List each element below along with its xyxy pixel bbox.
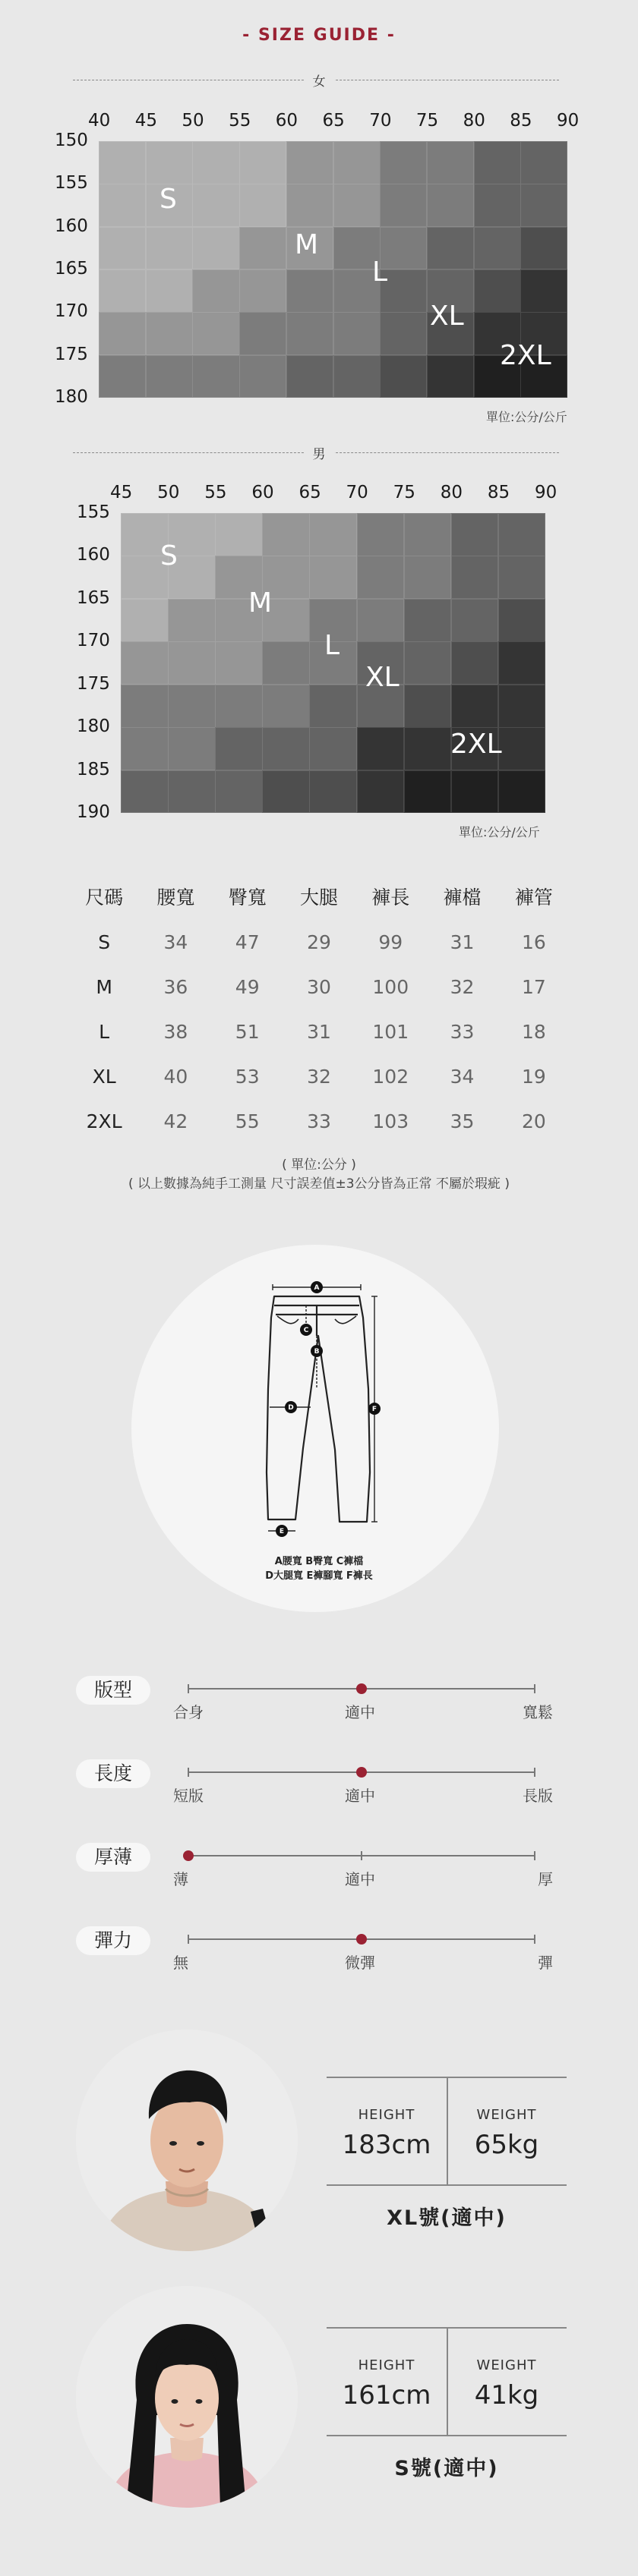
measurement-cell: 40 bbox=[163, 1066, 188, 1088]
grid-cell bbox=[99, 141, 146, 184]
female-model-stats bbox=[327, 2327, 567, 2480]
grid-cell bbox=[309, 685, 357, 728]
grid-cell bbox=[239, 227, 286, 270]
table-row bbox=[68, 1099, 570, 1144]
table-row bbox=[68, 1009, 570, 1054]
grid-cell bbox=[451, 513, 499, 556]
measurement-cell: 103 bbox=[372, 1110, 409, 1132]
fit-indicator bbox=[356, 1934, 367, 1945]
measurement-cell: 42 bbox=[163, 1110, 188, 1132]
weight-tick: 45 bbox=[134, 111, 157, 131]
grid-cell bbox=[427, 227, 474, 270]
weight-value: 41kg bbox=[474, 2380, 539, 2411]
grid-cell bbox=[474, 184, 521, 227]
grid-cell bbox=[168, 770, 216, 814]
grid-cell bbox=[168, 599, 216, 642]
page-title: - SIZE GUIDE - bbox=[242, 26, 396, 45]
grid-cell bbox=[404, 685, 452, 728]
size-zone-label: L bbox=[324, 630, 340, 661]
grid-cell bbox=[146, 355, 193, 398]
grid-cell bbox=[146, 269, 193, 313]
measurement-cell: 31 bbox=[307, 1021, 331, 1043]
pants-legend-line1: A腰寬 B臀寬 C褲檔 bbox=[274, 1556, 364, 1567]
grid-cell bbox=[309, 770, 357, 814]
grid-cell bbox=[192, 269, 239, 313]
men-unit: 單位:公分/公斤 bbox=[459, 825, 540, 839]
grid-cell bbox=[309, 727, 357, 770]
height-tick: 180 bbox=[55, 387, 88, 407]
grid-cell bbox=[99, 312, 146, 355]
measurement-cell: 36 bbox=[163, 976, 188, 998]
fit-indicator bbox=[183, 1850, 194, 1861]
height-tick: 175 bbox=[77, 673, 110, 694]
size-worn: XL號(適中) bbox=[387, 2206, 507, 2230]
grid-cell bbox=[286, 312, 333, 355]
disclaimer-note: ( 以上數據為純手工測量 尺寸誤差值±3公分皆為正常 不屬於瑕疵 ) bbox=[128, 1176, 510, 1192]
fit-mid-label: 適中 bbox=[345, 1787, 375, 1805]
weight-value: 65kg bbox=[474, 2130, 539, 2160]
grid-cell bbox=[498, 641, 546, 685]
height-tick: 185 bbox=[77, 759, 110, 779]
size-cell: XL bbox=[92, 1066, 116, 1088]
grid-cell bbox=[262, 727, 310, 770]
measurement-cell: 34 bbox=[450, 1066, 475, 1088]
measurement-cell: 53 bbox=[235, 1066, 260, 1088]
size-zone-label: L bbox=[372, 257, 388, 288]
col-header: 腰寬 bbox=[156, 886, 195, 909]
grid-cell bbox=[99, 227, 146, 270]
fit-tick bbox=[188, 1935, 189, 1944]
grid-cell bbox=[309, 556, 357, 599]
height-label: HEIGHT bbox=[358, 2107, 415, 2123]
grid-cell bbox=[498, 727, 546, 770]
fit-tick bbox=[188, 1684, 189, 1693]
measurement-cell: 16 bbox=[521, 931, 546, 953]
col-header: 臀寬 bbox=[228, 886, 267, 909]
height-tick: 190 bbox=[77, 802, 110, 822]
grid-cell bbox=[192, 141, 239, 184]
fit-category-badge: 厚薄 bbox=[76, 1843, 150, 1872]
weight-tick: 60 bbox=[275, 111, 298, 131]
weight-tick: 55 bbox=[204, 483, 227, 502]
size-zone-label: M bbox=[295, 229, 319, 260]
size-zone-label: XL bbox=[365, 662, 400, 693]
measurement-cell: 19 bbox=[521, 1066, 546, 1088]
fit-left-label: 合身 bbox=[173, 1703, 204, 1721]
measurement-cell: 17 bbox=[521, 976, 546, 998]
fit-mid-label: 適中 bbox=[345, 1703, 375, 1721]
grid-cell bbox=[404, 727, 452, 770]
weight-tick: 45 bbox=[110, 483, 133, 502]
unit-note: ( 單位:公分 ) bbox=[282, 1157, 356, 1173]
grid-cell bbox=[262, 770, 310, 814]
measurement-cell: 35 bbox=[450, 1110, 475, 1132]
grid-cell bbox=[380, 312, 427, 355]
size-zone-label: S bbox=[160, 184, 177, 215]
male-model-photo bbox=[76, 2030, 298, 2251]
grid-cell bbox=[404, 513, 452, 556]
fit-tick bbox=[534, 1684, 535, 1693]
grid-cell bbox=[192, 312, 239, 355]
weight-label: WEIGHT bbox=[476, 2357, 537, 2373]
table-header-row bbox=[68, 873, 570, 920]
size-zone-label: M bbox=[248, 587, 273, 619]
marker-f: F bbox=[371, 1406, 377, 1413]
fit-right-label: 厚 bbox=[538, 1870, 553, 1888]
fit-category-badge: 長度 bbox=[76, 1759, 150, 1788]
fit-right-label: 彈 bbox=[538, 1954, 553, 1972]
grid-cell bbox=[451, 770, 499, 814]
size-zone-label: S bbox=[160, 540, 178, 572]
grid-cell bbox=[121, 599, 169, 642]
grid-cell bbox=[215, 685, 263, 728]
weight-tick: 70 bbox=[369, 111, 392, 131]
fit-indicator bbox=[356, 1683, 367, 1694]
height-value: 183cm bbox=[342, 2130, 431, 2160]
grid-cell bbox=[520, 184, 567, 227]
grid-cell bbox=[262, 641, 310, 685]
measurement-cell: 34 bbox=[163, 931, 188, 953]
fit-tick bbox=[534, 1935, 535, 1944]
height-label: HEIGHT bbox=[358, 2357, 415, 2373]
grid-cell bbox=[192, 184, 239, 227]
grid-cell bbox=[380, 355, 427, 398]
grid-cell bbox=[239, 269, 286, 313]
weight-label: WEIGHT bbox=[476, 2107, 537, 2123]
marker-c: C bbox=[303, 1327, 309, 1334]
height-tick: 165 bbox=[77, 587, 110, 608]
men-size-grid bbox=[121, 513, 545, 813]
weight-tick: 85 bbox=[510, 111, 532, 131]
height-tick: 160 bbox=[77, 545, 110, 565]
measurement-cell: 102 bbox=[372, 1066, 409, 1088]
measurement-cell: 30 bbox=[307, 976, 331, 998]
grid-cell bbox=[121, 641, 169, 685]
col-header: 褲長 bbox=[371, 886, 410, 909]
grid-cell bbox=[357, 513, 405, 556]
height-tick: 165 bbox=[55, 259, 88, 279]
grid-cell bbox=[215, 513, 263, 556]
grid-cell bbox=[333, 184, 381, 227]
weight-tick: 65 bbox=[322, 111, 345, 131]
grid-cell bbox=[239, 184, 286, 227]
fit-mid-label: 適中 bbox=[345, 1870, 375, 1888]
grid-cell bbox=[357, 770, 405, 814]
grid-cell bbox=[357, 599, 405, 642]
weight-tick: 90 bbox=[535, 483, 557, 502]
grid-cell bbox=[121, 770, 169, 814]
size-cell: M bbox=[96, 976, 112, 998]
grid-cell bbox=[451, 556, 499, 599]
fit-tick bbox=[534, 1851, 535, 1860]
grid-cell bbox=[99, 355, 146, 398]
weight-tick: 50 bbox=[157, 483, 180, 502]
weight-tick: 55 bbox=[229, 111, 251, 131]
weight-tick: 85 bbox=[487, 483, 510, 502]
height-value: 161cm bbox=[342, 2380, 431, 2411]
size-zone-label: 2XL bbox=[500, 340, 551, 371]
grid-cell bbox=[357, 556, 405, 599]
grid-cell bbox=[333, 312, 381, 355]
weight-tick: 60 bbox=[251, 483, 274, 502]
grid-cell bbox=[498, 513, 546, 556]
measurement-cell: 18 bbox=[521, 1021, 546, 1043]
measurement-cell: 49 bbox=[235, 976, 260, 998]
grid-cell bbox=[286, 355, 333, 398]
grid-cell bbox=[498, 685, 546, 728]
grid-cell bbox=[520, 141, 567, 184]
grid-cell bbox=[286, 141, 333, 184]
grid-cell bbox=[99, 184, 146, 227]
grid-cell bbox=[451, 685, 499, 728]
fit-tick bbox=[188, 1768, 189, 1777]
size-cell: L bbox=[99, 1021, 110, 1043]
grid-cell bbox=[333, 141, 381, 184]
measurement-cell: 100 bbox=[372, 976, 409, 998]
measurement-cell: 33 bbox=[450, 1021, 475, 1043]
weight-tick: 80 bbox=[440, 483, 463, 502]
height-tick: 180 bbox=[77, 716, 110, 737]
height-tick: 160 bbox=[55, 216, 88, 236]
fit-category-badge: 彈力 bbox=[76, 1926, 150, 1955]
grid-cell bbox=[427, 355, 474, 398]
col-header: 大腿 bbox=[299, 886, 338, 909]
height-tick: 155 bbox=[77, 502, 110, 522]
col-header: 褲檔 bbox=[443, 886, 482, 909]
measurement-cell: 20 bbox=[521, 1110, 546, 1132]
measurement-cell: 32 bbox=[450, 976, 475, 998]
measurement-cell: 31 bbox=[450, 931, 475, 953]
grid-cell bbox=[239, 312, 286, 355]
weight-tick: 65 bbox=[298, 483, 321, 502]
measurement-cell: 47 bbox=[235, 931, 260, 953]
grid-cell bbox=[451, 599, 499, 642]
height-tick: 150 bbox=[55, 131, 88, 150]
grid-cell bbox=[146, 312, 193, 355]
grid-cell bbox=[474, 227, 521, 270]
grid-cell bbox=[121, 727, 169, 770]
height-tick: 175 bbox=[55, 344, 88, 364]
fit-indicator bbox=[356, 1767, 367, 1778]
grid-cell bbox=[215, 727, 263, 770]
fit-left-label: 短版 bbox=[173, 1787, 204, 1805]
women-size-grid bbox=[99, 141, 567, 398]
measurement-cell: 51 bbox=[235, 1021, 260, 1043]
grid-cell bbox=[262, 685, 310, 728]
grid-cell bbox=[215, 641, 263, 685]
grid-cell bbox=[498, 599, 546, 642]
grid-cell bbox=[146, 227, 193, 270]
weight-tick: 75 bbox=[393, 483, 415, 502]
fit-right-label: 長版 bbox=[523, 1787, 553, 1805]
height-tick: 170 bbox=[55, 301, 88, 322]
measurement-cell: 33 bbox=[307, 1110, 331, 1132]
grid-cell bbox=[215, 770, 263, 814]
col-header: 尺碼 bbox=[85, 886, 124, 909]
grid-cell bbox=[192, 227, 239, 270]
grid-cell bbox=[498, 770, 546, 814]
grid-cell bbox=[239, 141, 286, 184]
weight-tick: 40 bbox=[88, 111, 111, 131]
size-zone-label: XL bbox=[430, 301, 464, 332]
grid-cell bbox=[520, 227, 567, 270]
measurement-cell: 29 bbox=[307, 931, 331, 953]
marker-b: B bbox=[314, 1348, 320, 1356]
fit-left-label: 無 bbox=[173, 1954, 188, 1972]
grid-cell bbox=[404, 599, 452, 642]
grid-cell bbox=[192, 355, 239, 398]
measurement-cell: 32 bbox=[307, 1066, 331, 1088]
grid-cell bbox=[520, 269, 567, 313]
grid-cell bbox=[380, 141, 427, 184]
size-worn: S號(適中) bbox=[394, 2457, 499, 2480]
fit-mid-label: 微彈 bbox=[345, 1954, 375, 1972]
fit-tick bbox=[361, 1851, 362, 1860]
table-row bbox=[68, 1054, 570, 1099]
grid-cell bbox=[168, 685, 216, 728]
female-model-photo bbox=[76, 2286, 298, 2508]
fit-tick bbox=[534, 1768, 535, 1777]
col-header: 褲管 bbox=[514, 886, 553, 909]
weight-tick: 80 bbox=[463, 111, 485, 131]
fit-left-label: 薄 bbox=[173, 1870, 188, 1888]
grid-cell bbox=[380, 184, 427, 227]
size-zone-label: 2XL bbox=[450, 729, 502, 760]
measurement-cell: 99 bbox=[378, 931, 403, 953]
marker-e: E bbox=[279, 1528, 285, 1535]
grid-cell bbox=[427, 141, 474, 184]
grid-cell bbox=[404, 556, 452, 599]
size-cell: 2XL bbox=[86, 1110, 122, 1132]
size-table bbox=[68, 873, 570, 1144]
grid-cell bbox=[451, 641, 499, 685]
grid-cell bbox=[474, 141, 521, 184]
measurement-cell: 55 bbox=[235, 1110, 260, 1132]
grid-cell bbox=[404, 770, 452, 814]
measurement-cell: 38 bbox=[163, 1021, 188, 1043]
height-tick: 170 bbox=[77, 631, 110, 651]
weight-tick: 75 bbox=[415, 111, 439, 131]
grid-cell bbox=[286, 269, 333, 313]
grid-cell bbox=[99, 269, 146, 313]
women-unit: 單位:公分/公斤 bbox=[486, 410, 567, 424]
pants-legend-line2: D大腿寬 E褲腳寬 F褲長 bbox=[265, 1570, 373, 1582]
grid-cell bbox=[357, 727, 405, 770]
men-label: 男 bbox=[304, 443, 334, 462]
male-model-stats bbox=[327, 2077, 567, 2230]
grid-cell bbox=[309, 513, 357, 556]
grid-cell bbox=[404, 641, 452, 685]
grid-cell bbox=[121, 685, 169, 728]
grid-cell bbox=[474, 269, 521, 313]
table-row bbox=[68, 920, 570, 965]
grid-cell bbox=[333, 355, 381, 398]
women-label: 女 bbox=[304, 71, 334, 90]
weight-tick: 70 bbox=[346, 483, 368, 502]
grid-cell bbox=[262, 513, 310, 556]
marker-a: A bbox=[314, 1284, 320, 1292]
grid-cell bbox=[286, 184, 333, 227]
grid-cell bbox=[239, 355, 286, 398]
measurement-cell: 101 bbox=[372, 1021, 409, 1043]
grid-cell bbox=[498, 556, 546, 599]
grid-cell bbox=[146, 141, 193, 184]
marker-d: D bbox=[288, 1404, 294, 1412]
size-cell: S bbox=[98, 931, 111, 953]
height-tick: 155 bbox=[55, 173, 88, 194]
grid-cell bbox=[168, 641, 216, 685]
fit-category-badge: 版型 bbox=[76, 1676, 150, 1705]
grid-cell bbox=[427, 184, 474, 227]
weight-tick: 50 bbox=[182, 111, 204, 131]
weight-tick: 90 bbox=[557, 111, 580, 131]
grid-cell bbox=[168, 727, 216, 770]
fit-right-label: 寬鬆 bbox=[523, 1703, 553, 1721]
table-row bbox=[68, 965, 570, 1009]
